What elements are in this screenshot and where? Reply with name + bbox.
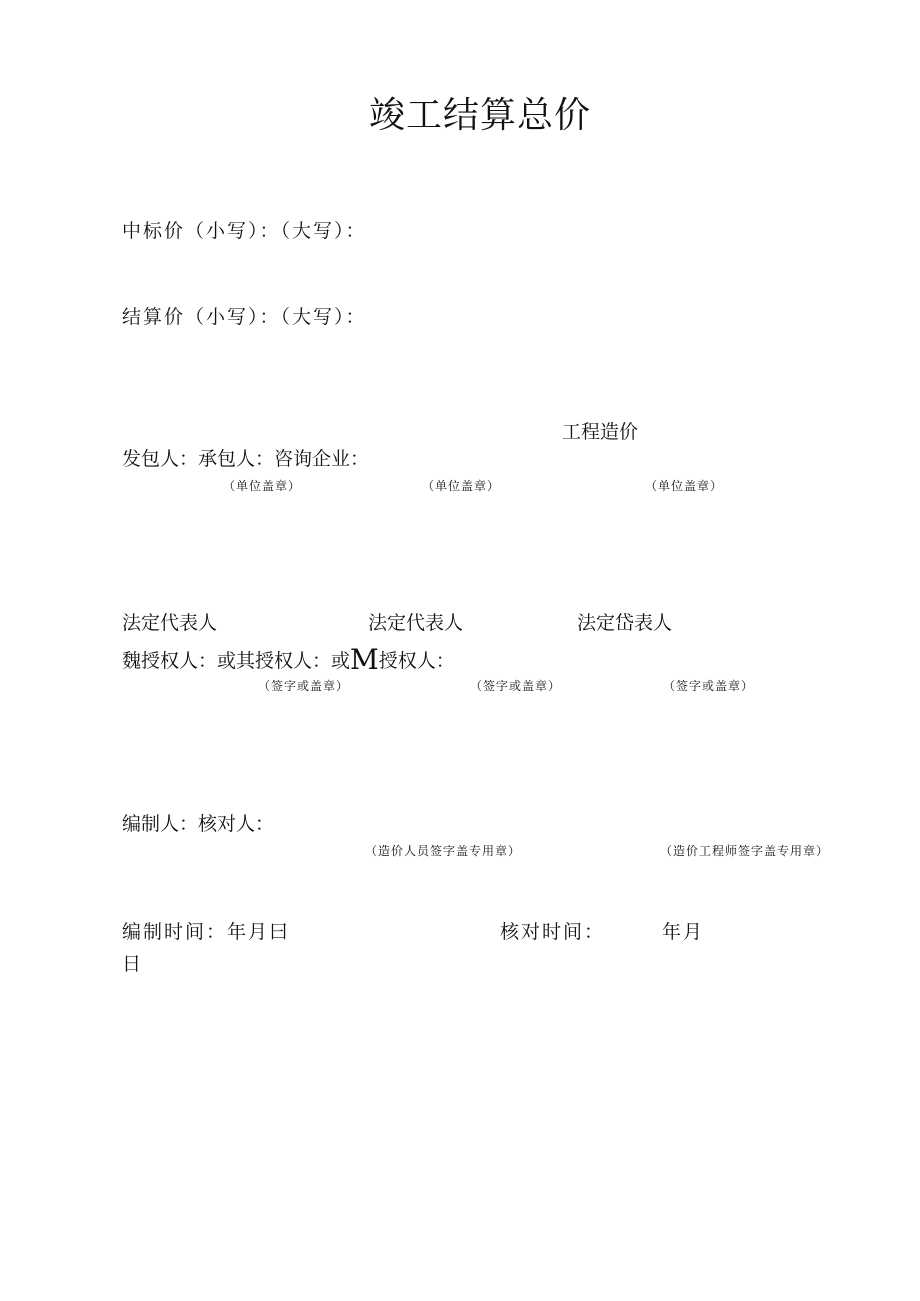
authorized-line-glyph: M (350, 643, 379, 676)
consult-label-top: 工程造价 (562, 421, 639, 443)
legal-sign-2: （签字或盖章） (470, 679, 562, 693)
parties-line: 发包人：承包人：咨询企业： (122, 448, 370, 470)
compilers-line: 编制人：核对人： (122, 813, 275, 835)
compile-time: 编制时间：年月曰 (122, 921, 291, 943)
check-year-month: 年月 (662, 921, 705, 943)
settlement-price-line: 结算价（小写）：（大写）： (122, 306, 367, 328)
legal-sign-3: （签字或盖章） (663, 679, 755, 693)
legal-sign-1: （签字或盖章） (258, 679, 350, 693)
party-stamp-2: （单位盖章） (422, 479, 501, 493)
party-stamp-3: （单位盖章） (645, 479, 724, 493)
authorized-line-prefix: 魏授权人：或其授权人：或 (122, 650, 351, 672)
cost-engineer-stamp: （造价工程师签字盖专用章） (660, 844, 830, 858)
check-time: 核对时间： (500, 921, 606, 943)
cost-staff-stamp: （造价人员签字盖专用章） (365, 844, 522, 858)
bid-price-line: 中标价（小写）：（大写）： (122, 220, 367, 242)
page-title: 竣工结算总价 (369, 95, 592, 136)
legal-rep-2: 法定代表人 (368, 612, 464, 634)
authorized-line-suffix: 授权人： (378, 650, 455, 672)
legal-rep-3: 法定岱表人 (577, 612, 673, 634)
legal-rep-1: 法定代表人 (122, 612, 218, 634)
party-stamp-1: （单位盖章） (223, 479, 302, 493)
authorized-line (122, 643, 455, 676)
check-day: 日 (122, 953, 144, 975)
